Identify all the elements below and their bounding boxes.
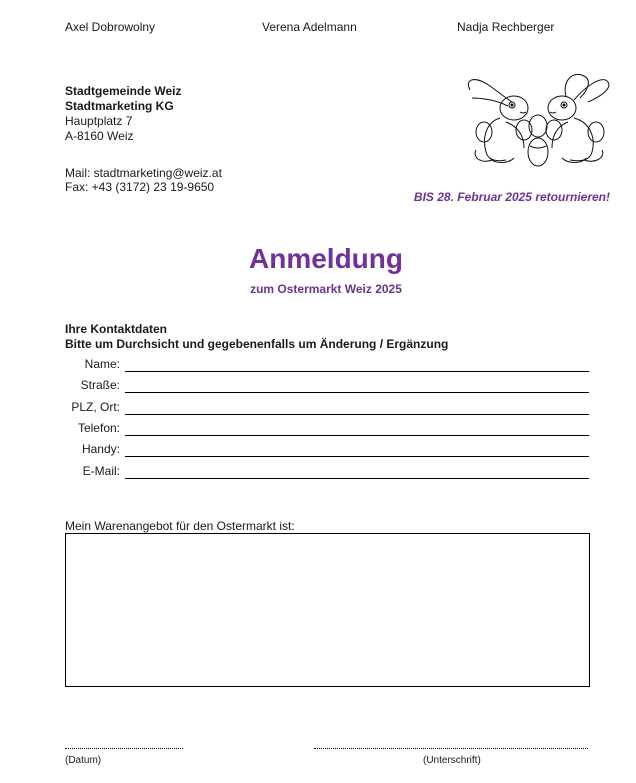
- header-name-1: Axel Dobrowolny: [65, 20, 156, 34]
- contact-section-heading: [65, 322, 448, 352]
- contact-fax: Fax: +43 (3172) 23 19-9650: [65, 180, 215, 194]
- field-phone-label: Telefon:: [77, 421, 120, 435]
- field-mobile-line[interactable]: [125, 456, 589, 457]
- field-email-label: E-Mail:: [82, 464, 120, 478]
- offer-label: Mein Warenangebot für den Ostermarkt ist:: [65, 519, 295, 533]
- address-org: Stadtgemeinde Weiz: [65, 84, 182, 98]
- field-street-label: Straße:: [80, 378, 120, 392]
- page-subtitle: zum Ostermarkt Weiz 2025: [250, 282, 402, 296]
- offer-textarea[interactable]: [65, 533, 590, 687]
- field-postal-city-label: PLZ, Ort:: [71, 400, 120, 414]
- field-postal-city-line[interactable]: [125, 414, 589, 415]
- field-email-line[interactable]: [125, 478, 589, 479]
- address-city: A-8160 Weiz: [65, 129, 134, 143]
- page-title: Anmeldung: [249, 243, 403, 274]
- date-line[interactable]: [65, 748, 183, 749]
- field-phone-line[interactable]: [125, 435, 589, 436]
- section-title: Ihre Kontaktdaten: [65, 322, 168, 336]
- contact-mail: Mail: stadtmarketing@weiz.at: [65, 166, 222, 180]
- signature-line[interactable]: [314, 748, 588, 749]
- contact-block: [65, 166, 222, 194]
- field-street-line[interactable]: [125, 392, 589, 393]
- address-block: [65, 84, 181, 144]
- deadline-note: BIS 28. Februar 2025 retournieren!: [413, 190, 610, 204]
- section-instruction: Bitte um Durchsicht und gegebenenfalls um Änderung / Ergänzung: [65, 337, 449, 351]
- field-name-line[interactable]: [125, 371, 589, 372]
- field-mobile-label: Handy:: [81, 442, 120, 456]
- header-name-2: Verena Adelmann: [262, 20, 357, 34]
- header-name-3: Nadja Rechberger: [457, 20, 555, 34]
- address-dept: Stadtmarketing KG: [65, 99, 174, 113]
- easter-bunnies-illustration: [462, 68, 614, 170]
- field-name-label: Name:: [84, 357, 120, 371]
- signature-label: (Unterschrift): [423, 755, 481, 766]
- address-street: Hauptplatz 7: [65, 114, 133, 128]
- date-label: (Datum): [65, 755, 102, 766]
